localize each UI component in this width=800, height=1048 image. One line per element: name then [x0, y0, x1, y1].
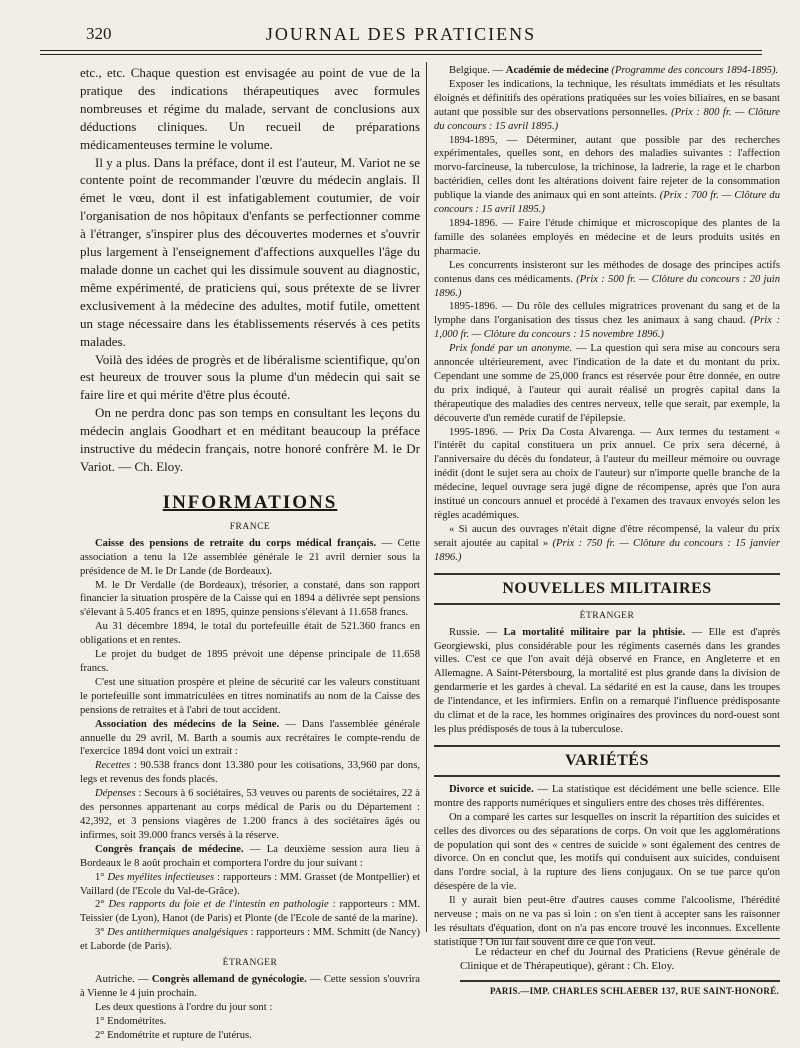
- autriche-item: Autriche. — Congrès allemand de gynécologie. — Cette session s'ouvrira à Vienne le 4 juin prochain.: [80, 974, 420, 999]
- column-divider: [426, 62, 427, 932]
- russie-text: — Elle est d'après Georgiewski, plus considérable pour les régiments casernés dans les grandes villes. C'est ce que l'on avait déjà observé en France, en Angleterre et en Allemagne. A Saint-Pétersbourg, la mortalité est plus grande dans la division de gendarmerie et les gardes à cheval. La sédarité en est la cause, dans les troupes de l'intendance, et les infirmiers. Enfin on a remarqué l'influence prédisposante du climat et de la race, les hommes originaires des provinces du nord-ouest sont les plus prédisposés de tous à la tuberculose.: [434, 626, 781, 735]
- belgique-title: Académie de médecine: [505, 65, 609, 76]
- congres-item: [80, 843, 420, 871]
- editor-credit: Le rédacteur en chef du Journal des Praticiens (Revue générale de Clinique et de Thérapeutique), gérant : Ch. Eloy.: [460, 946, 780, 972]
- intro-paragraph: On ne perdra donc pas son temps en consultant les leçons du médecin anglais Goodhart et en méditant beaucoup la préface instructive du médecin français, notre honoré confrère M. le Dr Variot. — Ch. Eloy.: [80, 405, 420, 474]
- page-header: [40, 22, 762, 48]
- caisse-item: [80, 537, 420, 579]
- left-column: [80, 64, 420, 1043]
- russie-country: Russie.: [449, 626, 480, 638]
- belgique-heading: Belgique. — Académie de médecine (Programme des concours 1894-1895).: [449, 65, 779, 76]
- congres-list-item: 1° Des myélites infectieuses : rapporteurs : MM. Grasset (de Montpellier) et Vaillard (de l'Ecole du Val-de-Grâce).: [80, 871, 420, 897]
- belgique-paragraph: « Si aucun des ouvrages n'était digne d'être récompensé, la valeur du prix serait ajoutée au capital » (Prix : 750 fr. — Clôture du concours : 15 janvier 1896.): [434, 523, 780, 563]
- header-rule: [40, 50, 762, 55]
- belgique-paragraph: 1895-1896. — Du rôle des cellules migratrices provenant du sang et de la lymphe dans l'organisation des tissus chez les animaux à sang chaud. (Prix : 1,000 fr. — Clôture du concours : 15 novembre 1896.): [434, 301, 781, 341]
- france-paragraph: Le projet du budget de 1895 prévoit une dépense principale de 11.658 francs.: [80, 649, 420, 674]
- printer-imprint: PARIS.—IMP. CHARLES SCHLAEBER 137, RUE SAINT-HONORÉ.: [490, 986, 780, 996]
- belgique-country: Belgique.: [449, 65, 490, 76]
- printer-rule: [460, 980, 780, 982]
- autriche-title: Congrès allemand de gynécologie.: [151, 974, 307, 986]
- russie-item: Russie. — La mortalité militaire par la phtisie. — Elle est d'après Georgiewski, plus considérable pour les régiments casernés dans les grandes villes. C'est ce que l'on avait déjà observé en France, en Angleterre et en Allemagne. A Saint-Pétersbourg, la mortalité est plus grande dans la division de gendarmerie et les gardes à cheval. La sédarité en est la cause, dans les troupes de l'intendance, et les infirmiers. Enfin on a remarqué l'influence prédisposante du climat et de la race, les hommes originaires des provinces du nord-ouest sont les plus prédisposés de tous à la tuberculose.: [434, 626, 781, 735]
- depenses-text: : Secours à 6 sociétaires, 53 veuves ou parents de sociétaires, 22 à des personnes appartenant au corps médical de Paris ou du Département : 42,392, et 3 pensions viagères de 1.200 francs à des sociétaires âgés ou infirmes, soit 39.000 francs versés à la réserve.: [80, 788, 420, 841]
- belgique-paragraph: Exposer les indications, la technique, les résultats immédiats et les résultats éloignés et définitifs des opérations pratiquées sur les voies biliaires, en se basant autant que possible sur des observations personnelles. (Prix : 800 fr. — Clôture du concours : 15 avril 1895.): [434, 78, 780, 132]
- russie-title: La mortalité militaire par la phtisie.: [503, 626, 686, 638]
- autriche-question: Les deux questions à l'ordre du jour sont :: [95, 1001, 273, 1013]
- recettes-label: Recettes: [95, 760, 131, 772]
- right-column: [434, 64, 780, 950]
- belgique-programme: (Programme des concours 1894-1895).: [611, 65, 779, 76]
- france-subheading: FRANCE: [229, 521, 271, 532]
- divorce-paragraph: Il y aurait bien peut-être d'autres causes comme l'alcoolisme, l'hérédité nerveuse ; mais on ne va pas si loin : on s'en tient à accepter sans les raisonner les résultats d'équation, dont on n'a pas encore trouvé les inconnues. Excellente statistique ! On lui fait souvent dire ce que l'on veut.: [434, 895, 780, 948]
- caisse-title: Caisse des pensions de retraite du corps médical français.: [95, 537, 377, 549]
- belgique-paragraph: 1995-1896. — Prix Da Costa Alvarenga. — Aux termes du testament « l'intérêt du capital constituera un prix annuel. Ce prix sera décerné, à l'anniversaire du décès du fondateur, à l'auteur du meilleur mémoire ou ouvrage inédit (dont le sujet sera au choix de l'auteur) sur n'importe quelle branche de la médecine, lequel ouvrage sera jugé digne de récompense, après que l'on aura institué un concours annuel et procédé à l'examen des travaux envoyés selon les règles académiques.: [434, 426, 780, 521]
- journal-title: JOURNAL DES PRATICIENS: [265, 24, 537, 44]
- intro-paragraph: Il y a plus. Dans la préface, dont il est l'auteur, M. Variot ne se contente point de recommander l'œuvre du médecin anglais. Il émet le vœu, dont il est infatigablement coutumier, de voir l'organisation de nos hôpitaux d'enfants se perfectionner comme à l'étranger, s'inspirer plus des découvertes modernes et s'ouvrir plus largement à l'enseignement d'affections auxquelles l'âge du malade donne un cachet qui les dissimule souvent au diagnostic, même expérimenté, de praticiens qui, sous prétexte de se livrer exclusivement à la médecine des adultes, motif futile, omettent un stage nécessaire dans les établissements réservés à ces petits malades.: [80, 154, 420, 349]
- recettes-text: : 90.538 francs dont 13.380 pour les cotisations, 33,960 par dons, legs et revenus des fonds placés.: [80, 760, 420, 786]
- assoc-title: Association des médecins de la Seine.: [95, 718, 280, 730]
- belgique-paragraph: 1894-1896. — Faire l'étude chimique et microscopique des plantes de la famille des solanées employés en médecine et de leurs produits usités en pharmacie.: [434, 217, 781, 257]
- recettes-line: [80, 759, 420, 787]
- belgique-paragraph: Prix fondé par un anonyme. — La question qui sera mise au concours sera annoncée ultérieurement, avec l'indication de la date et du montant du prix. Cependant une somme de 25,000 francs est réservée pour être donnée, en outre du prix indiqué, à l'auteur qui aurait réalisé un progrès capital dans la thérapeutique des maladies des centres nerveux, telle que serait, par exemple, la découverte d'un remède curatif de l'épilepsie.: [434, 343, 780, 424]
- autriche-list-item: 1° Endométrites.: [95, 1015, 167, 1027]
- divorce-item: Divorce et suicide. — La statistique est décidément une belle science. Elle montre des rapports numériques et singuliers entre des choses très différentes.: [434, 783, 780, 809]
- caisse-text: — Cette association a tenu la 12e assemblée générale le 21 avril dernier sous la présidence de M. le Dr Lande (de Bordeaux).: [80, 537, 420, 577]
- autriche-list-item: 2° Endométrite et rupture de l'utérus.: [95, 1029, 252, 1041]
- informations-heading: INFORMATIONS: [162, 491, 338, 513]
- intro-paragraph: Voilà des idées de progrès et de libéralisme scientifique, qu'on est heureux de trouver sous la plume d'un médecin qui sait se faire lire et qui mérite d'être plus écouté.: [80, 351, 420, 403]
- etranger-subheading: ÉTRANGER: [222, 958, 278, 969]
- depenses-label: Dépenses: [95, 788, 136, 800]
- divorce-title: Divorce et suicide.: [449, 783, 534, 795]
- page-number: 320: [86, 24, 112, 43]
- assoc-item: [80, 718, 420, 760]
- belgique-paragraph: 1894-1895, — Déterminer, autant que possible par des recherches expérimentales, quelles sont, en dehors des maladies suivantes : l'affection morvo-farcineuse, la tuberculose, la trichinose, la ladrerie, la rage et le charbon bactéridien, celles dont les altérations doivent faire rejeter de la consommation publique la viande des animaux qui en sont atteints. (Prix : 700 fr. — Clôture du concours : 15 avril 1895.): [434, 134, 780, 216]
- varietes-heading: VARIÉTÉS: [434, 745, 780, 777]
- belgique-paragraph: Les concurrents insisteront sur les méthodes de dosage des principes actifs contenus dans ces médicaments. (Prix : 500 fr. — Clôture du concours : 20 juin 1896.): [434, 259, 780, 299]
- divorce-paragraph: On a comparé les cartes sur lesquelles on inscrit la répartition des suicides et celles des divorces ou des séparations de corps. On voit que les agglomérations de population qui sont des « centres de suicide » sont également des centres de divorce. On en conclut que, les motifs qui conduisent aux suicides, conduisent dans l'ordre social, à la rupture des liens conjugaux. On se tue parce qu'on désespère de la vie.: [434, 811, 780, 893]
- depenses-line: [80, 787, 420, 843]
- congres-text: — La deuxième session aura lieu à Bordeaux le 8 août prochain et comportera l'ordre du jour suivant :: [80, 843, 420, 869]
- militaires-heading: NOUVELLES MILITAIRES: [434, 573, 780, 605]
- france-paragraph: Au 31 décembre 1894, le total du portefeuille était de 521.360 francs en obligations et en rentes.: [80, 621, 420, 647]
- etranger-subheading: ÉTRANGER: [579, 610, 635, 621]
- footer-rule: [460, 938, 780, 939]
- france-paragraph: C'est une situation prospère et pleine de sécurité car les valeurs constituant le portefeuille sont immatriculées en titres nominatifs au nom de la Caisse des pensions de retraites et à l'abri de tout accident.: [80, 676, 420, 716]
- congres-list-item: 2° Des rapports du foie et de l'intestin en pathologie : rapporteurs : MM. Teissier (de Lyon), Hanot (de Paris) et Plonte (de l'Ecole de santé de la marine).: [80, 899, 421, 925]
- assoc-text: — Dans l'assemblée générale annuelle du 29 avril, M. Barth a soumis aux recrétaires le compte-rendu de l'exercice 1894 dont voici un extrait :: [80, 718, 420, 758]
- autriche-text: — Cette session s'ouvrira à Vienne le 4 juin prochain.: [80, 974, 420, 999]
- autriche-country: Autriche.: [95, 974, 135, 986]
- france-paragraph: M. le Dr Verdalle (de Bordeaux), trésorier, a constaté, dans son rapport financier la situation prospère de la Caisse qui en 1894 a délivrée sept pensions s'élevant à 5.405 francs et en 1895, quinze pensions s'élevant à 11.658 francs.: [80, 579, 420, 619]
- congres-list-item: 3° Des antithermiques analgésiques : rapporteurs : MM. Schmitt (de Nancy) et Laborde (de Paris).: [80, 927, 420, 953]
- congres-title: Congrès français de médecine.: [95, 843, 244, 855]
- intro-paragraph: etc., etc. Chaque question est envisagée au point de vue de la pratique des indications thérapeutiques avec formules nombreuses et régime du malade, servant de conclusions aux déductions cliniques. Un recueil de préparations médicamenteuses termine le volume.: [80, 65, 420, 152]
